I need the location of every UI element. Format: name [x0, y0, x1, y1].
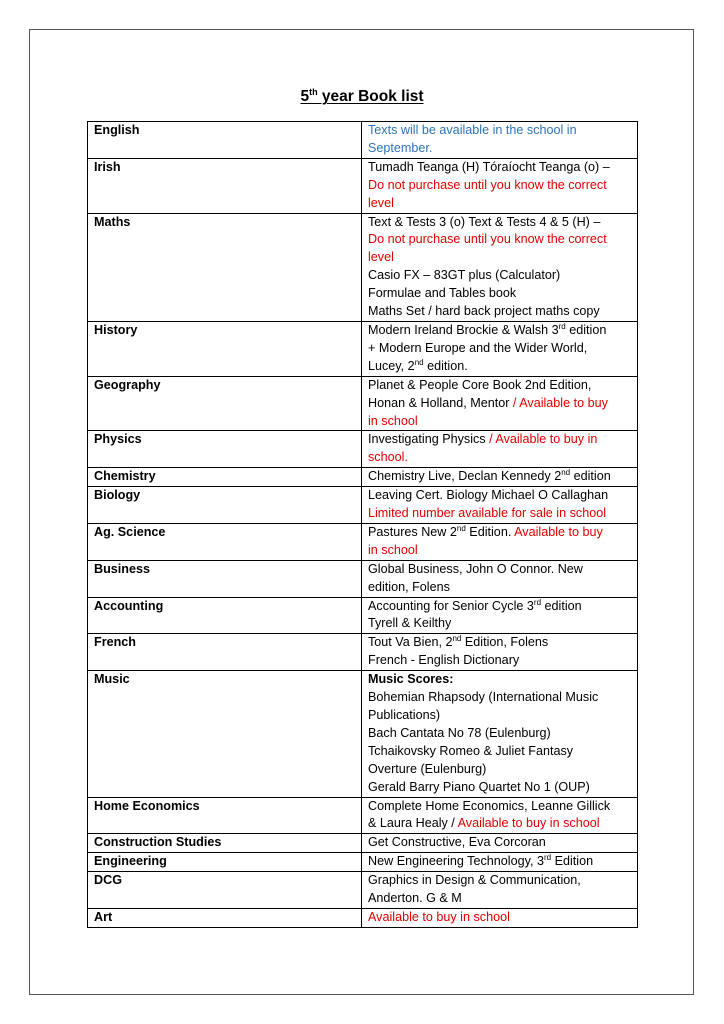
ordinal-suffix: rd	[543, 853, 552, 863]
book-text: Graphics in Design & Communication,	[368, 873, 581, 888]
ordinal-suffix: nd	[452, 634, 462, 644]
title-text: year Book list	[317, 88, 424, 105]
books-cell	[362, 797, 638, 834]
book-text: Leaving Cert. Biology Michael O Callaghan	[368, 488, 609, 503]
book-text: Investigating Physics	[368, 432, 490, 447]
book-line	[368, 725, 631, 743]
book-line	[368, 598, 631, 616]
book-text: Edition	[551, 854, 594, 869]
book-text: edition	[541, 598, 582, 613]
subject-cell: Maths	[88, 213, 362, 321]
books-cell	[362, 376, 638, 431]
book-line	[368, 285, 631, 303]
book-line	[368, 779, 631, 797]
red-note-text: level	[368, 195, 394, 210]
book-text: edition	[565, 322, 607, 337]
book-line	[368, 634, 631, 652]
books-cell	[362, 122, 638, 159]
book-text: Accounting for Senior Cycle 3	[368, 598, 534, 613]
book-text: French - English Dictionary	[368, 653, 520, 668]
book-line	[368, 122, 631, 140]
subject-cell: Music	[88, 671, 362, 797]
ordinal-suffix: rd	[533, 597, 542, 607]
subject-cell: Engineering	[88, 853, 362, 872]
red-note-text: Available to buy in school	[457, 816, 600, 831]
book-text: Tyrell & Keilthy	[368, 616, 452, 631]
book-row-accounting	[88, 597, 638, 634]
book-row-engineering	[88, 853, 638, 872]
book-line	[368, 524, 631, 542]
book-text: Complete Home Economics, Leanne Gillick	[368, 798, 611, 813]
book-line	[368, 909, 631, 927]
subject-cell: Art	[88, 908, 362, 927]
book-text: & Laura Healy /	[368, 816, 458, 831]
subject-cell: Business	[88, 560, 362, 597]
book-line	[368, 890, 631, 908]
book-row-dcg	[88, 872, 638, 909]
book-text: Music Scores:	[368, 672, 454, 687]
book-row-chemistry	[88, 468, 638, 487]
book-line	[368, 834, 631, 852]
book-line	[368, 303, 631, 321]
book-line	[368, 743, 631, 761]
book-text: Formulae and Tables book	[368, 286, 517, 301]
book-line	[368, 671, 631, 689]
subject-cell: French	[88, 634, 362, 671]
book-line	[368, 798, 631, 816]
red-note-text: / Available to buy	[512, 395, 608, 410]
book-line	[368, 815, 631, 833]
book-line	[368, 395, 631, 413]
book-line	[368, 853, 631, 871]
book-row-business	[88, 560, 638, 597]
subject-cell: English	[88, 122, 362, 159]
book-row-music	[88, 671, 638, 797]
book-list-table	[87, 121, 638, 928]
books-cell	[362, 158, 638, 213]
books-cell	[362, 834, 638, 853]
book-text: edition	[570, 469, 611, 484]
book-text: Modern Ireland Brockie & Walsh 3	[368, 322, 559, 337]
books-cell	[362, 634, 638, 671]
book-line	[368, 340, 631, 358]
book-row-maths	[88, 213, 638, 321]
book-line	[368, 159, 631, 177]
red-note-text: Do not purchase until you know the correct	[368, 177, 607, 192]
book-text: Tout Va Bien, 2	[368, 635, 453, 650]
blue-note-text: Texts will be available in the school in	[368, 123, 577, 137]
book-text: Text & Tests 3 (o) Text & Tests 4 & 5 (H) –	[368, 214, 601, 229]
red-note-text: Limited number available for sale in school	[368, 506, 607, 521]
book-text: New Engineering Technology, 3	[368, 854, 544, 869]
red-note-text: Do not purchase until you know the correct	[368, 232, 607, 247]
subject-cell: History	[88, 321, 362, 376]
red-note-text: Available to buy	[514, 524, 603, 539]
book-line	[368, 377, 631, 395]
subject-cell: Irish	[88, 158, 362, 213]
red-note-text: in school	[368, 413, 418, 428]
book-line	[368, 413, 631, 431]
book-text: Tchaikovsky Romeo & Juliet Fantasy	[368, 743, 574, 758]
subject-cell: Geography	[88, 376, 362, 431]
books-cell	[362, 487, 638, 524]
book-line	[368, 872, 631, 890]
book-text: Edition.	[465, 524, 515, 539]
books-cell	[362, 671, 638, 797]
books-cell	[362, 853, 638, 872]
book-text: + Modern Europe and the Wider World,	[368, 340, 588, 355]
book-text: Get Constructive, Eva Corcoran	[368, 835, 546, 850]
ordinal-suffix: nd	[561, 468, 571, 478]
subject-cell: Chemistry	[88, 468, 362, 487]
books-cell	[362, 908, 638, 927]
red-note-text: level	[368, 250, 394, 265]
book-text: Bohemian Rhapsody (International Music	[368, 690, 599, 705]
title-number: 5	[300, 88, 310, 105]
book-line	[368, 449, 631, 467]
book-line	[368, 652, 631, 670]
red-note-text: / Available to buy in	[489, 432, 598, 447]
book-text: Global Business, John O Connor. New	[368, 561, 583, 576]
book-text: Honan & Holland, Mentor	[368, 395, 513, 410]
subject-cell: DCG	[88, 872, 362, 909]
book-row-biology	[88, 487, 638, 524]
book-text: Planet & People Core Book 2nd Edition,	[368, 377, 592, 392]
book-row-irish	[88, 158, 638, 213]
book-row-english	[88, 122, 638, 159]
book-text: edition, Folens	[368, 579, 450, 594]
book-line	[368, 231, 631, 249]
title-ordinal-suffix: th	[309, 86, 318, 97]
book-line	[368, 542, 631, 560]
subject-cell: Home Economics	[88, 797, 362, 834]
book-line	[368, 689, 631, 707]
book-row-history	[88, 321, 638, 376]
book-text: Pastures New 2	[368, 524, 457, 539]
book-line	[368, 761, 631, 779]
books-cell	[362, 431, 638, 468]
books-cell	[362, 321, 638, 376]
book-list-rows	[88, 122, 638, 928]
book-line	[368, 579, 631, 597]
book-line	[368, 249, 631, 267]
red-note-text: in school	[368, 542, 418, 557]
book-line	[368, 615, 631, 633]
document-title	[0, 88, 724, 106]
book-row-physics	[88, 431, 638, 468]
books-cell	[362, 560, 638, 597]
book-text: Gerald Barry Piano Quartet No 1 (OUP)	[368, 779, 590, 794]
blue-note-text: September.	[368, 140, 433, 155]
book-row-art	[88, 908, 638, 927]
book-text: Edition, Folens	[461, 635, 549, 650]
book-text: edition.	[423, 358, 468, 373]
subject-cell: Biology	[88, 487, 362, 524]
book-row-french	[88, 634, 638, 671]
book-text: Anderton. G & M	[368, 891, 462, 906]
book-text: Maths Set / hard back project maths copy	[368, 304, 600, 319]
subject-cell: Accounting	[88, 597, 362, 634]
book-row-construction-studies	[88, 834, 638, 853]
book-text: Bach Cantata No 78 (Eulenburg)	[368, 725, 551, 740]
book-line	[368, 214, 631, 232]
book-row-home-economics	[88, 797, 638, 834]
book-line	[368, 468, 631, 486]
book-line	[368, 267, 631, 285]
book-row-ag-science	[88, 523, 638, 560]
book-line	[368, 322, 631, 340]
book-line	[368, 140, 631, 158]
book-line	[368, 195, 631, 213]
book-line	[368, 707, 631, 725]
book-line	[368, 561, 631, 579]
book-text: Overture (Eulenburg)	[368, 761, 487, 776]
book-line	[368, 487, 631, 505]
ordinal-suffix: nd	[456, 523, 466, 533]
book-row-geography	[88, 376, 638, 431]
book-line	[368, 177, 631, 195]
books-cell	[362, 213, 638, 321]
book-text: Casio FX – 83GT plus (Calculator)	[368, 268, 561, 283]
books-cell	[362, 523, 638, 560]
books-cell	[362, 468, 638, 487]
book-line	[368, 505, 631, 523]
book-text: Tumadh Teanga (H) Tóraíocht Teanga (o) –	[368, 159, 610, 174]
book-line	[368, 431, 631, 449]
red-note-text: school.	[368, 450, 408, 465]
book-text: Chemistry Live, Declan Kennedy 2	[368, 469, 562, 484]
subject-cell: Ag. Science	[88, 523, 362, 560]
subject-cell: Physics	[88, 431, 362, 468]
subject-cell: Construction Studies	[88, 834, 362, 853]
book-line	[368, 358, 631, 376]
books-cell	[362, 872, 638, 909]
books-cell	[362, 597, 638, 634]
red-note-text: Available to buy in school	[368, 909, 510, 924]
book-text: Lucey, 2	[368, 358, 415, 373]
ordinal-suffix: rd	[558, 321, 566, 331]
ordinal-suffix: nd	[414, 357, 424, 367]
book-text: Publications)	[368, 708, 441, 722]
